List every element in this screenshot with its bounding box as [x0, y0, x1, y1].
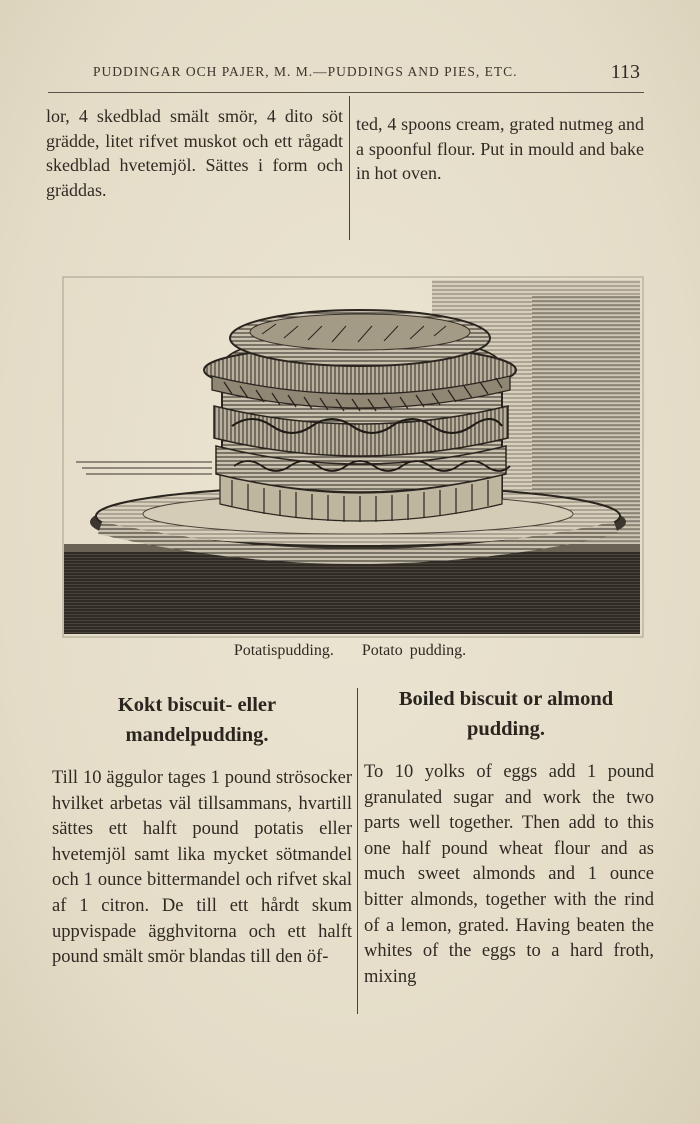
caption-swedish: Potatispudding.: [233, 642, 334, 659]
running-head-title: PUDDINGAR OCH PAJER, M. M.—PUDDINGS AND PIES, ETC.: [93, 64, 518, 79]
column-divider-lower: [357, 688, 358, 1014]
top-english-text: ted, 4 spoons cream, grated nutmeg and a spoonful flour. Put in mould and bake in hot oven.: [356, 114, 644, 183]
top-swedish-text: lor, 4 skedblad smält smör, 4 dito söt grädde, litet rifvet muskot och ett rågadt skedblad hvetemjöl. Sättes i form och gräddas.: [46, 106, 343, 200]
page-number: 113: [610, 61, 640, 83]
swedish-recipe-heading: Kokt biscuit- eller mandelpudding.: [117, 694, 277, 746]
pudding-engraving: [62, 276, 644, 638]
figure-caption: [0, 642, 700, 660]
english-recipe-text: To 10 yolks of eggs add 1 pound granulated sugar and work the two parts well together. Then add to this one half pound wheat flour and as much sweet almonds and 1 ounce bitter almonds, together with the rind of a lemon, grated. Having beaten the whites of the eggs to a hard froth, mixing: [364, 762, 654, 987]
swedish-recipe-text: Till 10 äggulor tages 1 pound strösocker hvilket arbetas väl tillsammans, hvartill sättes ett halft pound potatis eller hvetemjöl samt lika mycket sötmandel och 1 ounce bittermandel och rifvet skal af 1 citron. De till ett hårdt skum uppvispade ägghvitorna och ett halft pound smält smör blandas till den öf-: [52, 768, 352, 968]
caption-english: Potato pudding.: [361, 642, 467, 659]
running-head: [48, 62, 644, 93]
english-recipe-heading: Boiled biscuit or almond pudding.: [398, 688, 614, 740]
column-divider: [349, 96, 350, 240]
potato-pudding-illustration: [62, 276, 644, 638]
